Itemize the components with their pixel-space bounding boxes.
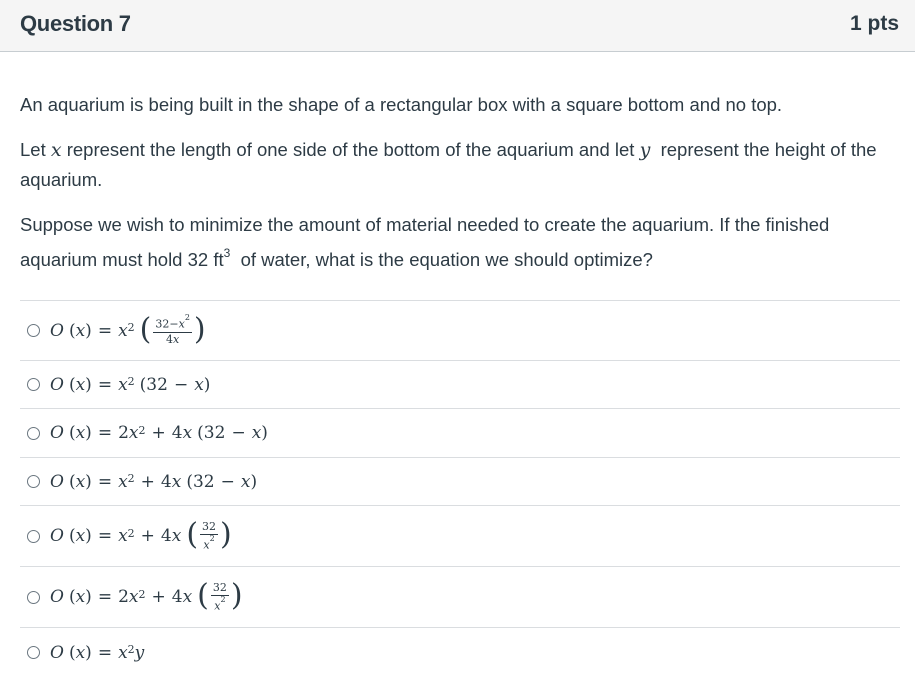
- question-stem-paragraph-3: [20, 210, 900, 275]
- math-symbol: (: [139, 374, 147, 395]
- math-symbol: x: [75, 374, 86, 395]
- math-symbol: =: [97, 526, 113, 546]
- math-symbol: x: [75, 587, 86, 607]
- math-fraction: [200, 521, 218, 552]
- math-symbol: 4: [160, 526, 172, 546]
- math-exponent: 2: [184, 313, 190, 323]
- math-symbol: (: [68, 423, 76, 443]
- radio-button[interactable]: [27, 591, 40, 604]
- math-symbol: (: [139, 311, 152, 347]
- math-symbol: x: [75, 320, 86, 341]
- math-symbol: (: [197, 423, 204, 443]
- math-exponent: 2: [138, 423, 146, 437]
- math-symbol: x: [171, 471, 182, 492]
- question-stem-paragraph-1: [20, 90, 900, 120]
- math-symbol: ): [230, 578, 243, 613]
- stem-text: Let: [20, 139, 51, 160]
- math-symbol: +: [151, 587, 166, 607]
- math-symbol: −: [220, 471, 235, 492]
- math-symbol: x: [118, 374, 128, 395]
- answer-option-6[interactable]: [20, 566, 900, 627]
- math-symbol: ): [85, 423, 92, 443]
- math-symbol: +: [140, 471, 155, 492]
- math-symbol: x: [194, 374, 204, 395]
- math-symbol: ): [203, 374, 211, 395]
- math-symbol: x: [75, 423, 86, 443]
- math-symbol: O: [50, 374, 64, 395]
- math-symbol: O: [50, 642, 64, 663]
- math-symbol: x: [182, 587, 193, 607]
- math-symbol: −: [231, 423, 246, 443]
- exponent: 3: [223, 246, 231, 260]
- math-symbol: +: [151, 423, 166, 443]
- math-exponent: 2: [127, 321, 135, 334]
- math-symbol: x: [251, 423, 262, 443]
- math-symbol: y: [134, 642, 145, 663]
- math-symbol: O: [50, 587, 64, 607]
- math-symbol: O: [50, 471, 64, 492]
- math-symbol: x: [128, 587, 139, 607]
- math-symbol: x: [203, 538, 210, 552]
- math-symbol: x: [118, 642, 128, 663]
- math-symbol: (: [68, 526, 76, 546]
- radio-button[interactable]: [27, 324, 40, 337]
- answer-equation: [50, 311, 206, 347]
- math-symbol: ): [261, 423, 268, 443]
- math-symbol: O: [50, 423, 64, 443]
- answer-equation: [50, 375, 210, 395]
- math-symbol: x: [171, 526, 182, 546]
- radio-button[interactable]: [27, 646, 40, 659]
- math-symbol: x: [173, 332, 180, 346]
- math-symbol: ): [220, 517, 232, 552]
- math-symbol: x: [214, 599, 221, 613]
- math-symbol: ): [250, 471, 258, 492]
- math-symbol: x: [75, 526, 86, 546]
- answer-option-2[interactable]: [20, 360, 900, 408]
- radio-button[interactable]: [27, 378, 40, 391]
- answer-equation: [50, 423, 268, 443]
- math-symbol: x: [75, 642, 86, 663]
- math-symbol: x: [75, 471, 86, 492]
- math-symbol: x: [182, 423, 193, 443]
- math-symbol: (: [68, 587, 76, 607]
- math-symbol: 32: [212, 580, 227, 594]
- math-symbol: =: [97, 320, 113, 341]
- math-symbol: ): [193, 311, 206, 347]
- question-stem-paragraph-2: [20, 135, 900, 195]
- math-var-x: x: [50, 139, 62, 161]
- math-symbol: =: [97, 374, 113, 395]
- math-var-y: y: [639, 139, 651, 161]
- math-symbol: (: [68, 374, 76, 395]
- math-exponent: 2: [138, 587, 146, 601]
- math-symbol: O: [50, 320, 64, 341]
- math-symbol: 2: [118, 587, 129, 607]
- math-symbol: 32: [155, 317, 170, 331]
- math-exponent: 2: [220, 594, 226, 604]
- question-title: Question 7: [20, 11, 131, 36]
- math-exponent: 2: [127, 375, 135, 388]
- math-symbol: 32: [203, 423, 226, 443]
- radio-button[interactable]: [27, 530, 40, 543]
- stem-text: of water, what is the equation we should optimize?: [230, 249, 653, 271]
- math-symbol: x: [178, 317, 185, 331]
- math-symbol: 4: [166, 332, 174, 346]
- math-symbol: O: [50, 526, 64, 546]
- answer-equation: [50, 517, 232, 552]
- math-symbol: =: [97, 642, 113, 663]
- math-symbol: (: [68, 642, 76, 663]
- math-symbol: (: [68, 320, 76, 341]
- math-symbol: x: [118, 526, 128, 546]
- math-symbol: x: [118, 471, 128, 492]
- math-symbol: 2: [118, 423, 129, 443]
- stem-text: Suppose we wish to minimize the amount of material needed to create the aquarium. If the finished aquarium must hold 32 ft: [20, 214, 830, 271]
- math-symbol: x: [118, 320, 128, 341]
- radio-button[interactable]: [27, 475, 40, 488]
- math-symbol: +: [140, 526, 155, 546]
- math-symbol: −: [169, 317, 179, 331]
- math-symbol: −: [173, 374, 189, 395]
- math-symbol: ): [85, 526, 92, 546]
- question-points: 1 pts: [849, 12, 899, 35]
- stem-text: An aquarium is being built in the shape of a rectangular box with a square bottom and no top.: [20, 94, 783, 115]
- math-symbol: (: [186, 471, 193, 492]
- answer-option-3[interactable]: [20, 408, 900, 457]
- math-exponent: 2: [127, 472, 135, 485]
- math-symbol: 32: [146, 374, 168, 395]
- answer-equation: [50, 578, 243, 613]
- math-symbol: =: [97, 423, 113, 443]
- math-symbol: ): [85, 642, 92, 663]
- math-exponent: 2: [127, 643, 135, 656]
- math-symbol: ): [85, 320, 92, 341]
- math-symbol: 32: [202, 519, 217, 533]
- math-symbol: 4: [160, 471, 172, 492]
- math-symbol: ): [85, 471, 92, 492]
- answer-equation: [50, 643, 144, 663]
- question-header: [0, 0, 915, 52]
- math-symbol: x: [128, 423, 139, 443]
- math-symbol: ): [85, 587, 92, 607]
- radio-button[interactable]: [27, 427, 40, 440]
- answer-equation: [50, 472, 257, 492]
- math-symbol: (: [197, 578, 209, 613]
- math-exponent: 2: [127, 526, 135, 540]
- answer-option-7[interactable]: [20, 627, 900, 677]
- stem-text: represent the height of the aquarium.: [20, 139, 882, 190]
- math-symbol: =: [97, 471, 113, 492]
- math-exponent: 2: [209, 533, 215, 543]
- math-fraction: [211, 582, 229, 613]
- math-symbol: =: [97, 587, 113, 607]
- answer-option-4[interactable]: [20, 457, 900, 505]
- math-symbol: (: [186, 517, 199, 552]
- math-symbol: x: [240, 471, 251, 492]
- answer-option-1[interactable]: [20, 300, 900, 360]
- math-symbol: 32: [192, 471, 215, 492]
- stem-text: represent the length of one side of the bottom of the aquarium and let: [61, 139, 640, 160]
- answer-option-5[interactable]: [20, 505, 900, 566]
- math-symbol: 4: [171, 423, 183, 443]
- math-fraction: [153, 315, 192, 346]
- answer-list: [20, 300, 900, 677]
- math-symbol: ): [85, 374, 92, 395]
- math-symbol: (: [68, 471, 76, 492]
- math-symbol: 4: [171, 587, 183, 607]
